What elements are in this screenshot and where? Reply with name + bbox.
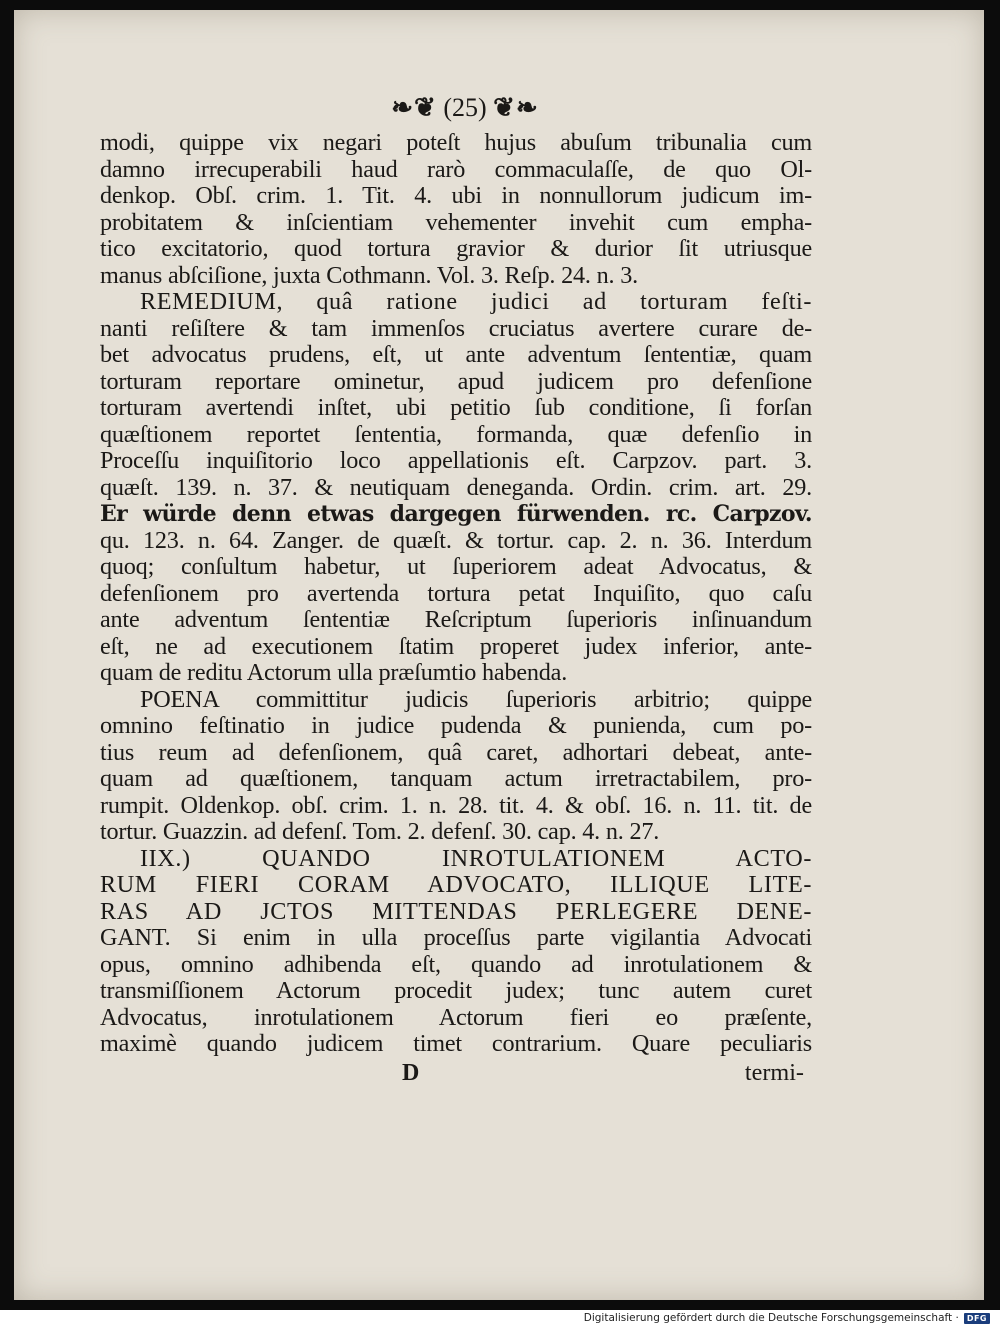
page-number: (25)	[443, 93, 487, 122]
book-page	[14, 10, 984, 1300]
text-line: rumpit. Oldenkop. obſ. crim. 1. n. 28. tit. 4. & obſ. 16. n. 11. tit. de	[100, 791, 812, 819]
signature-mark: D	[402, 1059, 420, 1086]
text-line: Advocatus, inrotulationem Actorum fieri eo præſente,	[100, 1003, 812, 1031]
text-line: quoq; conſultum habetur, ut ſuperiorem adeat Advocatus, &	[100, 553, 812, 580]
text-line: nanti reſiſtere & tam immenſos cruciatus avertere curare de-	[100, 314, 812, 342]
text-line: transmiſſionem Actorum procedit judex; tunc autem curet	[100, 977, 812, 1004]
text-line: defenſionem pro avertenda tortura petat Inquiſito, quo caſu	[100, 579, 812, 607]
left-ornament: ❧❦	[391, 93, 437, 122]
page-footer	[100, 1058, 812, 1088]
text-line: tius reum ad defenſionem, quâ caret, adhortari debeat, ante-	[100, 738, 812, 766]
poena-heading-line: POENA committitur judicis ſuperioris arbitrio; quippe	[140, 685, 812, 713]
text-line: damno irrecuperabili haud rarò commaculaſſe, de quo Ol-	[100, 155, 812, 183]
text-line: probitatem & inſcientiam vehementer invehit cum empha-	[100, 208, 812, 236]
right-ornament: ❦❧	[493, 93, 539, 122]
text-line: tortur. Guazzin. ad defenſ. Tom. 2. defenſ. 30. cap. 4. n. 27.	[100, 818, 660, 845]
section-heading-line: RUM FIERI CORAM ADVOCATO, ILLIQUE LITE-	[100, 871, 812, 898]
page-header	[118, 86, 812, 130]
text-line: Proceſſu inquiſitorio loco appellationis eſt. Carpzov. part. 3.	[100, 447, 812, 474]
text-line: maximè quando judicem timet contrarium. Quare peculiaris	[100, 1030, 812, 1057]
text-line: opus, omnino adhibenda eſt, quando ad inrotulationem &	[100, 950, 812, 978]
text-line: manus abſciſione, juxta Cothmann. Vol. 3. Reſp. 24. n. 3.	[100, 261, 638, 289]
page-text-block	[100, 86, 812, 1088]
text-line: tico excitatorio, quod tortura gravior & durior ſit utriusque	[100, 235, 812, 262]
credit-text: Digitalisierung gefördert durch die Deutsche Forschungsgemeinschaft ·	[583, 1312, 959, 1324]
dfg-logo: DFG	[964, 1313, 990, 1324]
text-line: modi, quippe vix negari poteſt hujus abuſum tribunalia cum	[100, 129, 812, 156]
text-line: denkop. Obſ. crim. 1. Tit. 4. ubi in nonnullorum judicum im-	[100, 182, 812, 209]
digitization-credit	[584, 1312, 990, 1324]
remedium-heading-line: REMEDIUM, quâ ratione judici ad torturam feſti-	[140, 288, 812, 315]
text-line: quæſt. 139. n. 37. & neutiquam deneganda. Ordin. crim. art. 29.	[100, 473, 812, 501]
text-line: quæſtionem reportet ſententia, formanda, quæ defenſio in	[100, 420, 812, 448]
text-line: eſt, ne ad executionem ſtatim properet judex inferior, ante-	[100, 632, 812, 660]
catchword: termi-	[744, 1058, 804, 1086]
text-line: qu. 123. n. 64. Zanger. de quæſt. & tortur. cap. 2. n. 36. Interdum	[100, 526, 812, 554]
fraktur-quote-line: Er würde denn etwas dargegen fürwenden. rc. Carpzov.	[100, 501, 812, 527]
text-line: quam de reditu Actorum ulla præſumtio habenda.	[100, 659, 568, 686]
section-heading-line: IIX.) QUANDO INROTULATIONEM ACTO-	[140, 844, 812, 872]
section-heading-line: RAS AD JCTOS MITTENDAS PERLEGERE DENE-	[100, 897, 812, 925]
text-line: quam ad quæſtionem, tanquam actum irretractabilem, pro-	[100, 765, 812, 792]
text-line: omnino feſtinatio in judice pudenda & punienda, cum po-	[100, 712, 812, 739]
text-line: torturam avertendi inſtet, ubi petitio ſub conditione, ſi forſan	[100, 394, 812, 421]
text-line: bet advocatus prudens, eſt, ut ante adventum ſententiæ, quam	[100, 341, 812, 368]
text-line: torturam reportare ominetur, apud judicem pro defenſione	[100, 367, 812, 395]
text-line: ante adventum ſententiæ Reſcriptum ſuperioris inſinuandum	[100, 606, 812, 633]
text-line: GANT. Si enim in ulla proceſſus parte vigilantia Advocati	[100, 924, 812, 951]
